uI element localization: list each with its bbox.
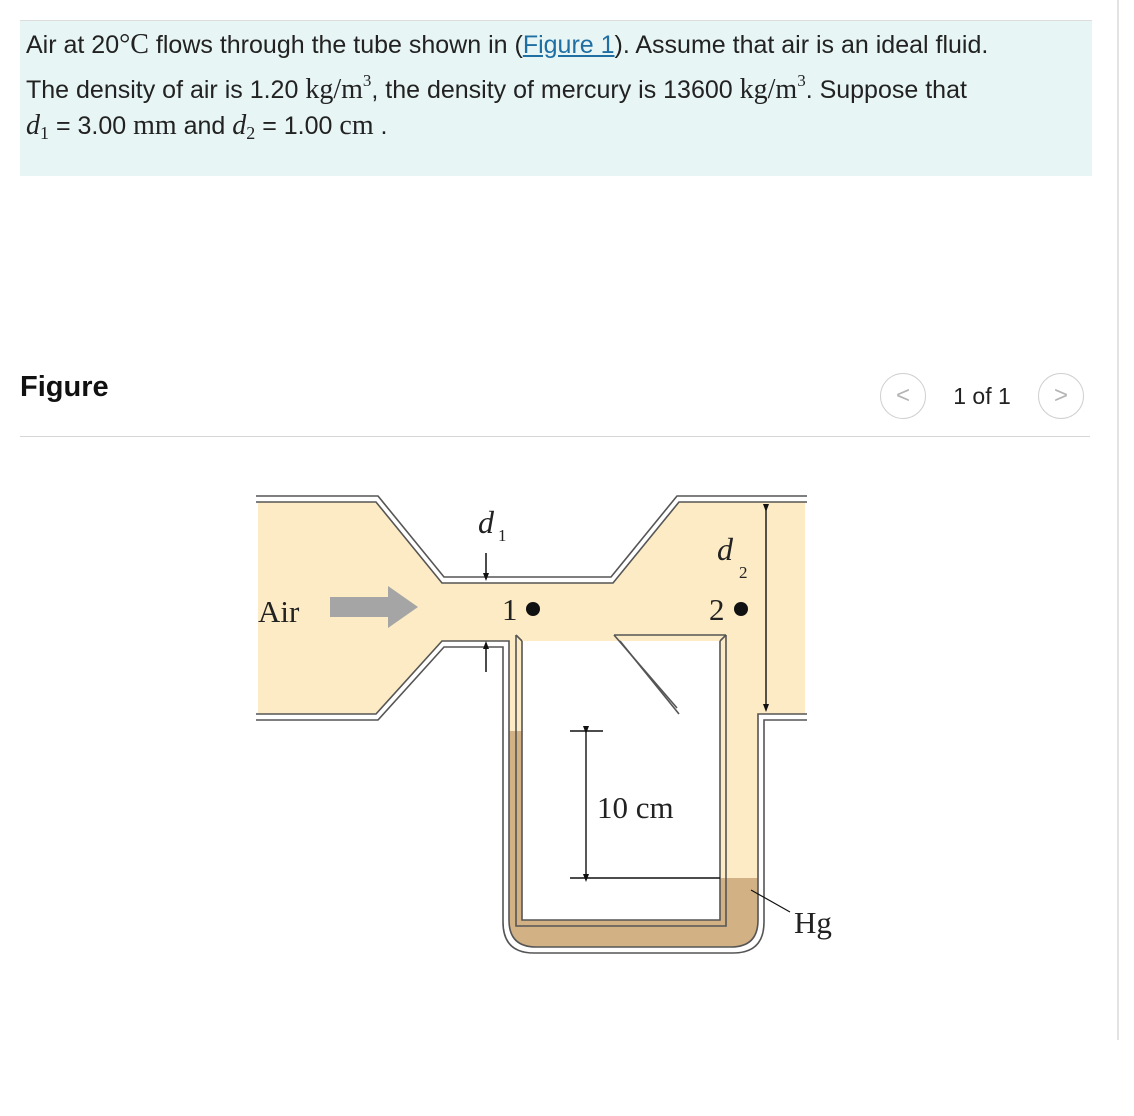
d1-subscript: 1 — [40, 123, 49, 143]
problem-text-part: , the density of mercury is 13600 — [371, 76, 740, 104]
figure-link[interactable]: Figure 1 — [522, 31, 615, 59]
unit-exponent: 3 — [362, 71, 372, 90]
d2-unit: cm — [339, 110, 374, 141]
point-2-label: 2 — [709, 592, 725, 627]
problem-text-part: flows through the tube shown in ( — [148, 31, 523, 59]
unit-kg-per-m3: kg/m — [739, 74, 798, 105]
unit-kg-per-m3: kg/m — [305, 74, 363, 105]
d1-letter: d — [478, 504, 494, 540]
problem-text-part: and — [176, 112, 233, 140]
d1-variable: d — [26, 110, 40, 141]
d1-unit: mm — [133, 110, 177, 141]
d2-subscript-label: 2 — [739, 563, 748, 582]
d2-value: = 1.00 — [255, 112, 340, 140]
air-label: Air — [258, 594, 300, 629]
problem-text-part: ). Assume that air is an ideal fluid. — [614, 31, 989, 59]
d1-value: = 3.00 — [49, 112, 134, 140]
unit-exponent: 3 — [797, 71, 806, 90]
problem-text-part: The density of air is 1.20 — [26, 76, 306, 104]
point-1-dot — [526, 602, 540, 616]
celsius-symbol: °C — [119, 29, 149, 60]
problem-text-part: . — [373, 112, 388, 140]
mercury-label: Hg — [794, 905, 832, 940]
d2-subscript: 2 — [246, 123, 256, 143]
problem-text-part: . Suppose that — [805, 76, 967, 104]
pager-label: 1 of 1 — [953, 382, 1011, 409]
point-1-label: 1 — [502, 592, 518, 627]
point-2-dot — [734, 602, 748, 616]
height-label: 10 cm — [597, 790, 674, 825]
d2-letter: d — [717, 531, 733, 567]
figure-heading: Figure — [20, 371, 109, 403]
d1-subscript-label: 1 — [498, 526, 507, 545]
problem-text-part: Air at 20 — [26, 31, 120, 59]
d2-variable: d — [232, 110, 247, 141]
chevron-left-icon: < — [895, 382, 910, 409]
chevron-right-icon: > — [1053, 382, 1068, 409]
